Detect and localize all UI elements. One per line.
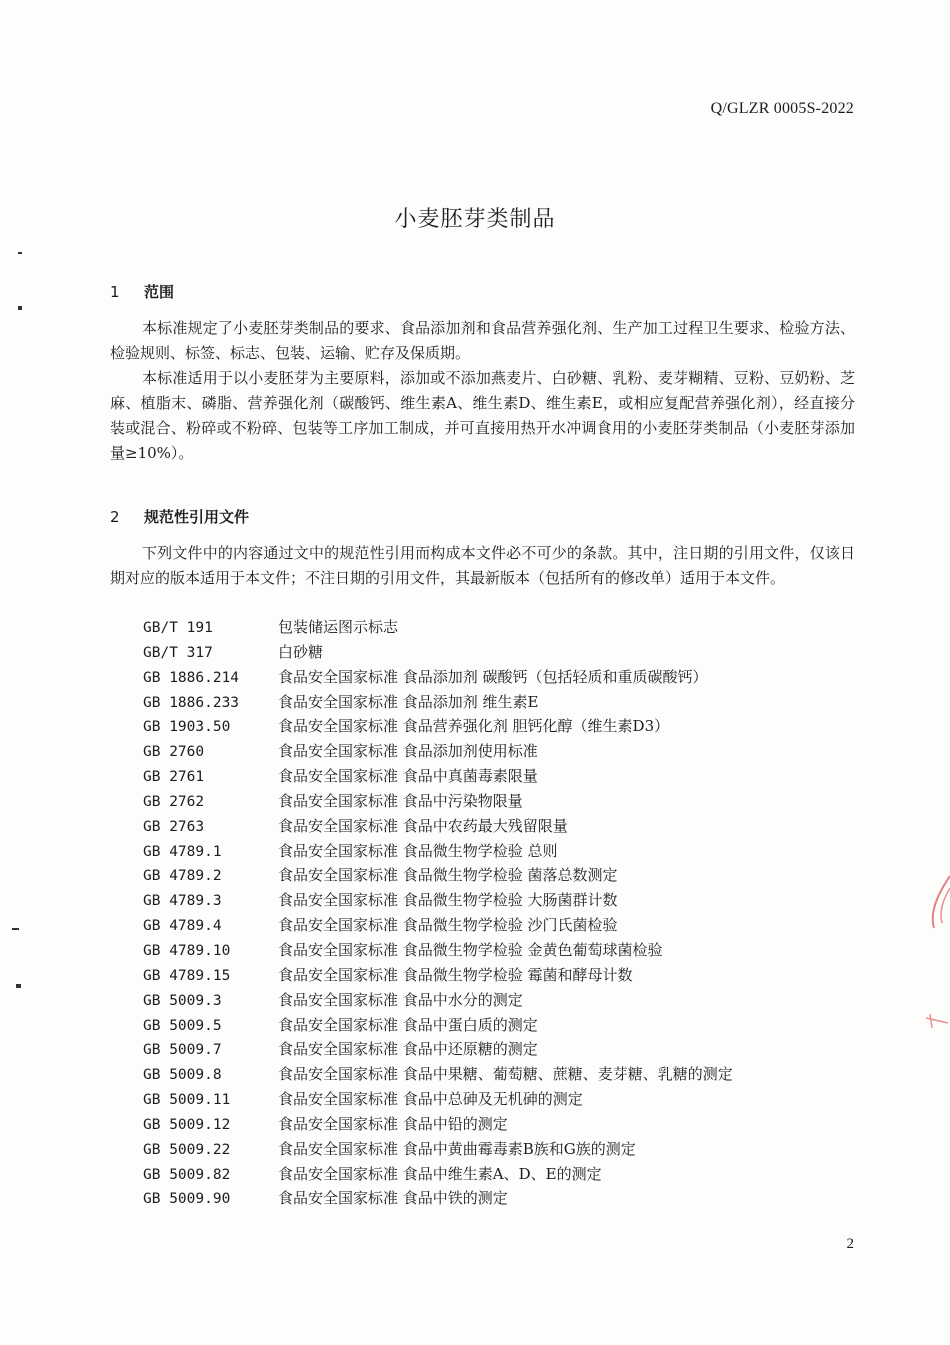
- section-1-heading: [110, 281, 174, 302]
- reference-code: GB 4789.2: [143, 868, 222, 885]
- reference-code: GB/T 317: [143, 644, 213, 661]
- reference-title: 食品安全国家标准 食品添加剂 碳酸钙（包括轻质和重质碳酸钙）: [278, 667, 708, 686]
- reference-title: 食品安全国家标准 食品中铁的测定: [278, 1189, 508, 1208]
- reference-title: 食品安全国家标准 食品中黄曲霉毒素B族和G族的测定: [278, 1139, 636, 1158]
- scope-paragraph-1: 本标准规定了小麦胚芽类制品的要求、食品添加剂和食品营养强化剂、生产加工过程卫生要求、检验方法、检验规则、标签、标志、包装、运输、贮存及保质期。: [110, 319, 855, 362]
- reference-row: [143, 764, 863, 789]
- reference-code: GB 5009.12: [143, 1116, 231, 1133]
- reference-code: GB 5009.90: [143, 1191, 231, 1208]
- reference-row: [143, 1186, 863, 1211]
- seal-fragment-icon: [920, 868, 950, 1068]
- reference-title: 食品安全国家标准 食品添加剂使用标准: [278, 742, 538, 761]
- reference-title: 食品安全国家标准 食品中还原糖的测定: [278, 1040, 538, 1059]
- reference-row: [143, 615, 863, 640]
- reference-row: [143, 1087, 863, 1112]
- reference-title: 食品安全国家标准 食品中污染物限量: [278, 791, 523, 810]
- reference-title: 白砂糖: [278, 642, 324, 661]
- reference-title: 食品安全国家标准 食品中农药最大残留限量: [278, 816, 568, 835]
- reference-title: 食品安全国家标准 食品微生物学检验 菌落总数测定: [278, 866, 618, 885]
- reference-title: 食品安全国家标准 食品微生物学检验 大肠菌群计数: [278, 891, 618, 910]
- reference-code: GB 5009.7: [143, 1042, 222, 1059]
- reference-row: [143, 963, 863, 988]
- section-number: 1: [110, 283, 120, 301]
- reference-row: [143, 913, 863, 938]
- reference-title: 食品安全国家标准 食品中铅的测定: [278, 1114, 508, 1133]
- reference-code: GB 2761: [143, 769, 205, 786]
- section-title: 范围: [144, 283, 175, 301]
- reference-title: 食品安全国家标准 食品中总砷及无机砷的测定: [278, 1090, 583, 1109]
- reference-code: GB 1903.50: [143, 719, 231, 736]
- reference-title: 包装储运图示标志: [278, 618, 399, 636]
- reference-code: GB 4789.3: [143, 893, 222, 910]
- reference-title: 食品安全国家标准 食品微生物学检验 总则: [278, 841, 558, 860]
- section-2-heading: [110, 506, 249, 527]
- reference-code: GB 2760: [143, 744, 205, 761]
- reference-title: 食品安全国家标准 食品中果糖、葡萄糖、蔗糖、麦芽糖、乳糖的测定: [278, 1065, 733, 1084]
- reference-row: [143, 938, 863, 963]
- reference-row: [143, 665, 863, 690]
- scan-mark: [12, 928, 19, 930]
- reference-code: GB 4789.10: [143, 942, 231, 959]
- reference-code: GB 5009.82: [143, 1166, 231, 1183]
- reference-code: GB 4789.15: [143, 967, 231, 984]
- reference-code: GB 5009.3: [143, 992, 222, 1009]
- reference-title: 食品安全国家标准 食品微生物学检验 金黄色葡萄球菌检验: [278, 940, 663, 959]
- section-number: 2: [110, 508, 120, 526]
- reference-row: [143, 1137, 863, 1162]
- reference-row: [143, 714, 863, 739]
- page-number: 2: [846, 1236, 854, 1252]
- reference-row: [143, 888, 863, 913]
- scan-mark: [16, 984, 21, 988]
- reference-row: [143, 814, 863, 839]
- reference-row: [143, 1013, 863, 1038]
- reference-code: GB 1886.233: [143, 694, 240, 711]
- section-title: 规范性引用文件: [144, 508, 250, 526]
- reference-title: 食品安全国家标准 食品添加剂 维生素E: [278, 692, 539, 711]
- scan-mark: [18, 306, 22, 310]
- scan-mark: [18, 252, 22, 254]
- reference-code: GB 4789.4: [143, 918, 222, 935]
- reference-code: GB 4789.1: [143, 843, 222, 860]
- reference-row: [143, 988, 863, 1013]
- reference-row: [143, 1162, 863, 1187]
- reference-code: GB 5009.5: [143, 1017, 222, 1034]
- document-code: Q/GLZR 0005S-2022: [710, 100, 854, 117]
- reference-row: [143, 863, 863, 888]
- reference-title: 食品安全国家标准 食品中维生素A、D、E的测定: [278, 1164, 602, 1183]
- reference-row: [143, 739, 863, 764]
- reference-code: GB 5009.22: [143, 1141, 231, 1158]
- references-intro-paragraph: 下列文件中的内容通过文中的规范性引用而构成本文件必不可少的条款。其中，注日期的引用文件，仅该日期对应的版本适用于本文件；不注日期的引用文件，其最新版本（包括所有的修改单）适用于本文件。: [110, 544, 855, 587]
- reference-row: [143, 640, 863, 665]
- reference-code: GB 5009.11: [143, 1092, 231, 1109]
- reference-row: [143, 1037, 863, 1062]
- scope-paragraph-2: 本标准适用于以小麦胚芽为主要原料，添加或不添加燕麦片、白砂糖、乳粉、麦芽糊精、豆粉、豆奶粉、芝麻、植脂末、磷脂、营养强化剂（碳酸钙、维生素A、维生素D、维生素E，或相应复配营养强化剂），经直接分装或混合、粉碎或不粉碎、包装等工序加工制成，并可直接用热开水冲调食用的小麦胚芽类制品（小麦胚芽添加量≥10%）。: [110, 369, 855, 462]
- reference-code: GB 5009.8: [143, 1067, 222, 1084]
- page-title: 小麦胚芽类制品: [394, 207, 556, 232]
- reference-row: [143, 1062, 863, 1087]
- reference-code: GB 1886.214: [143, 669, 240, 686]
- reference-title: 食品安全国家标准 食品中蛋白质的测定: [278, 1015, 538, 1034]
- reference-title: 食品安全国家标准 食品中水分的测定: [278, 990, 523, 1009]
- reference-row: [143, 1112, 863, 1137]
- reference-title: 食品安全国家标准 食品营养强化剂 胆钙化醇（维生素D3）: [278, 717, 670, 736]
- reference-title: 食品安全国家标准 食品微生物学检验 霉菌和酵母计数: [278, 965, 633, 984]
- reference-row: [143, 789, 863, 814]
- reference-title: 食品安全国家标准 食品中真菌毒素限量: [278, 767, 538, 786]
- reference-code: GB 2762: [143, 793, 205, 810]
- reference-row: [143, 839, 863, 864]
- reference-row: [143, 690, 863, 715]
- reference-code: GB/T 191: [143, 620, 213, 636]
- reference-code: GB 2763: [143, 818, 205, 835]
- reference-list: [143, 615, 863, 1211]
- reference-title: 食品安全国家标准 食品微生物学检验 沙门氏菌检验: [278, 916, 618, 935]
